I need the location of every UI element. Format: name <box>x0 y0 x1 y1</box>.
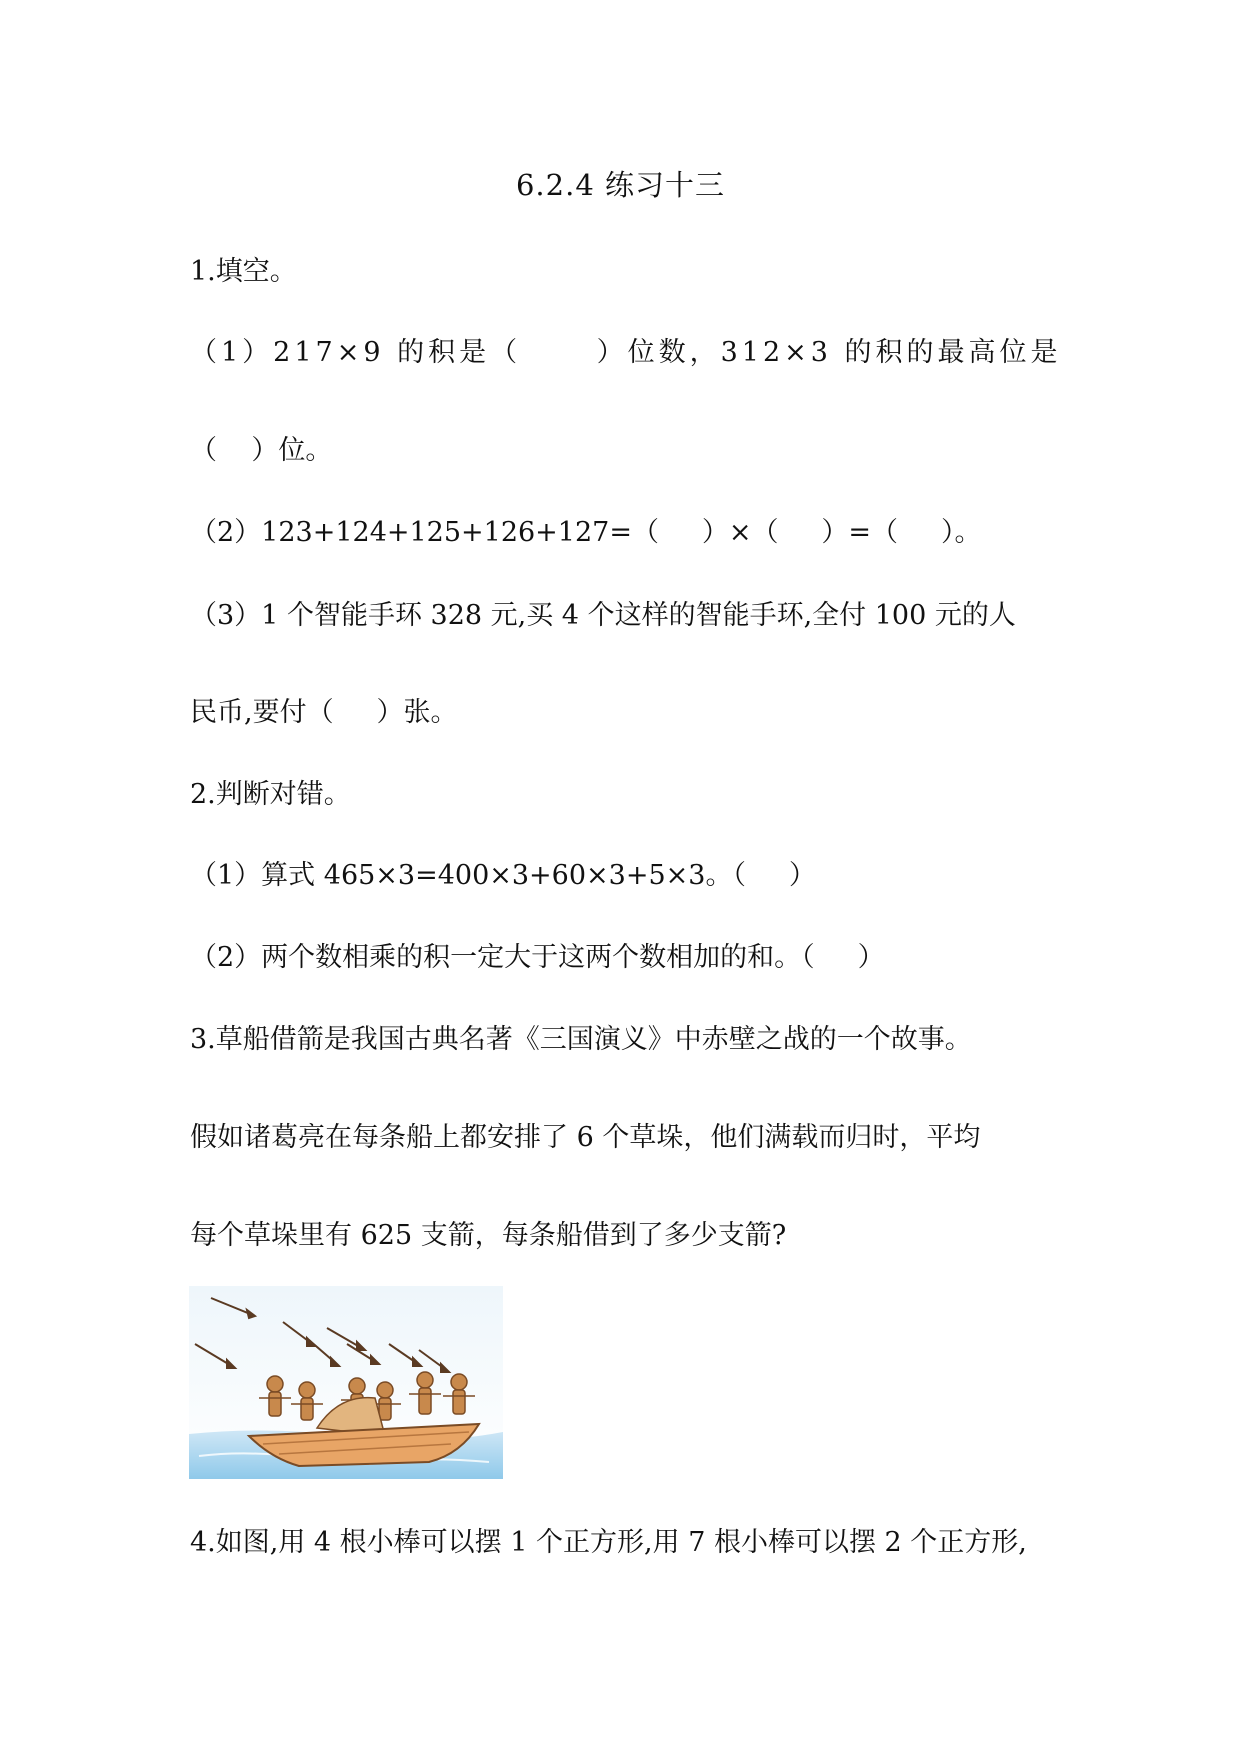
section-1-heading: 1.填空。 <box>190 256 297 287</box>
question-1-1-line-2: （ ）位。 <box>190 435 333 466</box>
question-3-line-3: 每个草垛里有 625 支箭，每条船借到了多少支箭? <box>190 1220 787 1251</box>
question-3-line-2: 假如诸葛亮在每条船上都安排了 6 个草垛，他们满载而归时，平均 <box>190 1122 981 1153</box>
question-2-1: （1）算式 465×3=400×3+60×3+5×3。（ ） <box>190 860 816 891</box>
question-3-line-1: 3.草船借箭是我国古典名著《三国演义》中赤壁之战的一个故事。 <box>190 1024 972 1055</box>
straw-boat-illustration <box>189 1286 503 1479</box>
question-1-3-line-1: （3）1 个智能手环 328 元,买 4 个这样的智能手环,全付 100 元的人 <box>190 600 1016 631</box>
question-1-3-line-2: 民币,要付（ ）张。 <box>190 697 458 728</box>
section-2-heading: 2.判断对错。 <box>190 779 351 810</box>
question-4-line-1: 4.如图,用 4 根小棒可以摆 1 个正方形,用 7 根小棒可以摆 2 个正方形, <box>190 1527 1027 1558</box>
question-1-2: （2）123+124+125+126+127=（ ）×（ ）=（ ）。 <box>190 517 982 548</box>
question-1-1-line-1: （1）217×9 的积是（ ）位数，312×3 的积的最高位是 <box>190 337 1062 368</box>
page-title: 6.2.4 练习十三 <box>515 168 725 202</box>
question-2-2: （2）两个数相乘的积一定大于这两个数相加的和。（ ） <box>190 942 885 973</box>
